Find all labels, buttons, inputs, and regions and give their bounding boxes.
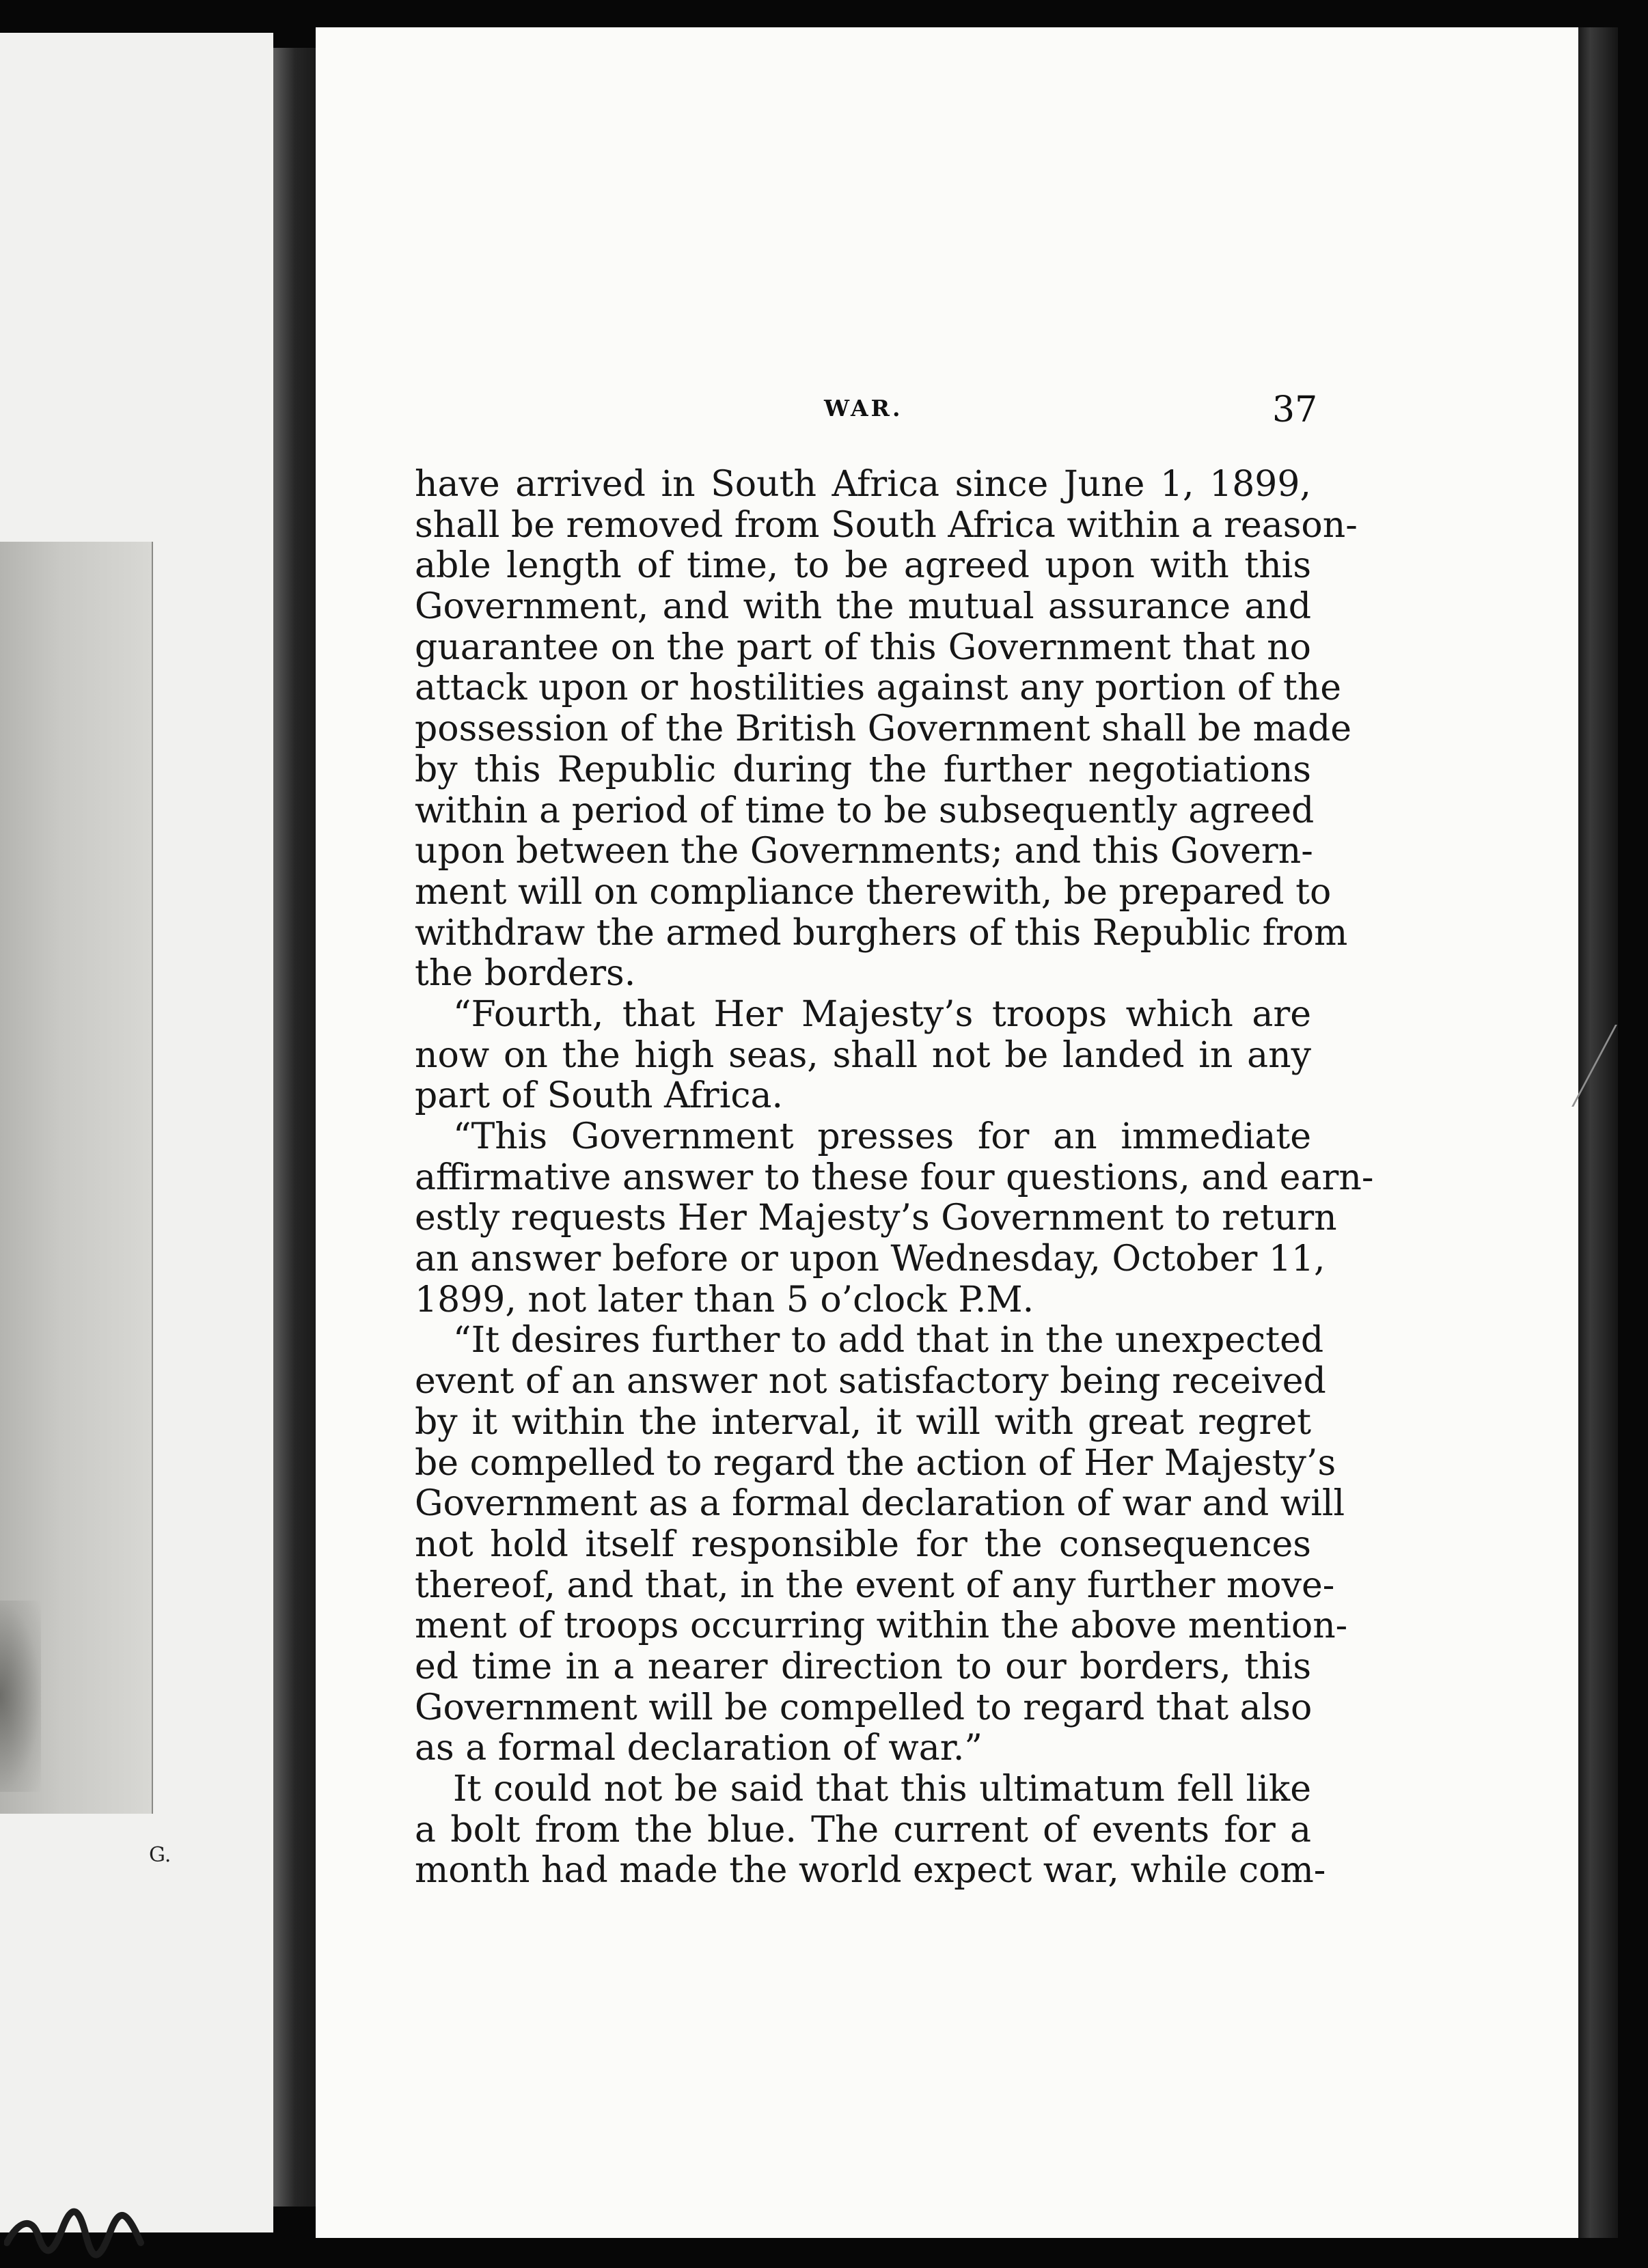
text-line: possession of the British Government shall be made <box>415 708 1352 750</box>
text-line: within a period of time to be subsequently agreed <box>415 790 1315 831</box>
page-number: 37 <box>1272 389 1318 430</box>
text-line: “This Government presses for an immediate <box>453 1116 1311 1157</box>
text-line: affirmative answer to these four questions, and earn- <box>415 1157 1374 1198</box>
text-line: by this Republic during the further negotiations <box>415 749 1311 790</box>
text-line: thereof, and that, in the event of any further move- <box>415 1564 1335 1606</box>
text-line: Government will be compelled to regard that also <box>415 1687 1313 1728</box>
text-line: have arrived in South Africa since June 1, 1899, <box>415 464 1311 505</box>
text-line: the borders. <box>415 953 636 995</box>
text-line: ment of troops occurring within the above mention- <box>415 1605 1348 1647</box>
text-line: shall be removed from South Africa within a reason- <box>415 504 1358 546</box>
text-line: a bolt from the blue. The current of events for a <box>415 1809 1311 1851</box>
text-line: It could not be said that this ultimatum fell like <box>453 1769 1311 1810</box>
text-line: month had made the world expect war, while com- <box>415 1850 1326 1892</box>
portrait-plate <box>0 542 153 1814</box>
text-line: Government as a formal declaration of war and will <box>415 1483 1345 1525</box>
text-line: withdraw the armed burghers of this Republic from <box>415 912 1348 954</box>
plate-caption-fragment: G. <box>149 1843 171 1867</box>
text-line: ment will on compliance therewith, be prepared to <box>415 871 1332 913</box>
portrait-shading <box>0 1601 41 1792</box>
text-line: part of South Africa. <box>415 1075 784 1117</box>
text-line: estly requests Her Majesty’s Government to return <box>415 1198 1337 1239</box>
book-right-edge <box>1578 27 1618 2238</box>
text-line: as a formal declaration of war.” <box>415 1728 983 1769</box>
text-line: an answer before or upon Wednesday, October 11, <box>415 1239 1326 1280</box>
signature-fragment <box>4 2195 148 2268</box>
text-line: by it within the interval, it will with great regret <box>415 1401 1311 1443</box>
text-line: 1899, not later than 5 o’clock P.M. <box>415 1279 1034 1320</box>
text-line: guarantee on the part of this Government that no <box>415 626 1311 668</box>
text-line: Government, and with the mutual assurance and <box>415 586 1311 628</box>
running-head: WAR. <box>824 395 903 421</box>
left-facing-page <box>0 33 273 2232</box>
text-line: able length of time, to be agreed upon with this <box>415 545 1311 587</box>
text-line: not hold itself responsible for the consequences <box>415 1523 1311 1565</box>
body-text <box>415 464 1374 1892</box>
text-line: event of an answer not satisfactory being received <box>415 1361 1326 1402</box>
text-line: be compelled to regard the action of Her Majesty’s <box>415 1442 1336 1484</box>
text-line: attack upon or hostilities against any portion of the <box>415 667 1342 709</box>
text-line: upon between the Governments; and this Govern- <box>415 831 1313 872</box>
text-line: “Fourth, that Her Majesty’s troops which are <box>453 993 1311 1035</box>
text-line: “It desires further to add that in the unexpected <box>453 1320 1324 1361</box>
text-line: ed time in a nearer direction to our borders, this <box>415 1646 1311 1687</box>
text-line: now on the high seas, shall not be landed in any <box>415 1034 1311 1076</box>
